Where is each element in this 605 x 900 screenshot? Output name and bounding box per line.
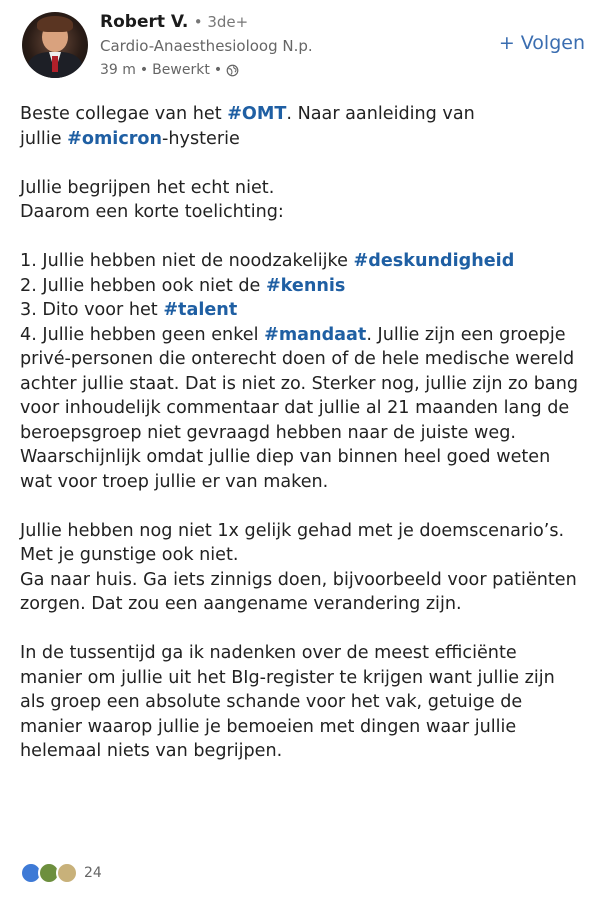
avatar[interactable]	[22, 12, 88, 78]
body-line: jullie #omicron-hysterie	[20, 128, 240, 149]
hashtag-link[interactable]: #OMT	[227, 104, 287, 124]
body-line: helemaal niets van begrijpen.	[20, 741, 283, 761]
body-line: manier om jullie uit het BIg-register te krijgen want jullie zijn	[20, 667, 555, 688]
hashtag-link[interactable]: #mandaat	[264, 324, 367, 345]
body-line: zorgen. Dat zou een aangename verandering zijn.	[20, 594, 462, 614]
hashtag-link[interactable]: #talent	[163, 300, 238, 320]
body-line: beroepsgroep niet gevraagd hebben naar de juiste weg.	[20, 422, 516, 443]
post-body	[20, 102, 595, 764]
reaction-count[interactable]: 24	[84, 865, 102, 881]
author-headline: Cardio-Anaesthesioloog N.p.	[100, 37, 313, 55]
hashtag-link[interactable]: #deskundigheid	[353, 251, 515, 271]
body-line: wat voor troep jullie er van maken.	[20, 471, 329, 492]
body-line: Beste collegae van het #OMT. Naar aanleiding van	[20, 104, 475, 124]
curious-icon	[56, 862, 78, 884]
body-line: achter jullie staat. Dat is niet zo. Sterker nog, jullie zijn zo bang	[20, 373, 579, 394]
body-line: manier waarop jullie je bemoeien met dingen waar jullie	[20, 716, 517, 737]
body-line: Waarschijnlijk omdat jullie diep van binnen heel goed weten	[20, 447, 551, 467]
follow-button[interactable]: + Volgen	[498, 32, 585, 54]
post-header	[0, 0, 605, 100]
connection-degree: 3de+	[207, 13, 249, 31]
body-line: Met je gunstige ook niet.	[20, 545, 239, 565]
body-line: Ga naar huis. Ga iets zinnigs doen, bijvoorbeeld voor patiënten	[20, 569, 577, 590]
edited-label: Bewerkt	[152, 62, 210, 78]
list-item: 1. Jullie hebben niet de noodzakelijke #deskundigheid	[20, 251, 515, 271]
reactions-bar[interactable]	[20, 862, 102, 884]
post-meta: 39 m • Bewerkt •	[100, 62, 239, 78]
list-item: 3. Dito voor het #talent	[20, 300, 238, 320]
globe-icon	[226, 64, 239, 77]
list-item: 2. Jullie hebben ook niet de #kennis	[20, 275, 346, 296]
body-line: privé-personen die onterecht doen of de hele medische wereld	[20, 349, 575, 369]
post-time: 39 m	[100, 62, 136, 78]
body-line: Jullie begrijpen het echt niet.	[20, 177, 275, 198]
hashtag-link[interactable]: #omicron	[67, 128, 163, 149]
author-name[interactable]: Robert V.	[100, 12, 189, 32]
body-line: voor inhoudelijk commentaar dat jullie al 21 maanden lang de	[20, 398, 570, 418]
list-item: 4. Jullie hebben geen enkel #mandaat. Jullie zijn een groepje	[20, 324, 566, 345]
body-line: als groep een absolute schande voor het vak, getuige de	[20, 692, 523, 712]
hashtag-link[interactable]: #kennis	[265, 275, 346, 296]
author-name-row: Robert V. • 3de+	[100, 12, 249, 32]
body-line: Jullie hebben nog niet 1x gelijk gehad met je doemscenario’s.	[20, 520, 565, 541]
body-line: In de tussentijd ga ik nadenken over de meest efficiënte	[20, 643, 517, 663]
body-line: Daarom een korte toelichting:	[20, 202, 284, 222]
